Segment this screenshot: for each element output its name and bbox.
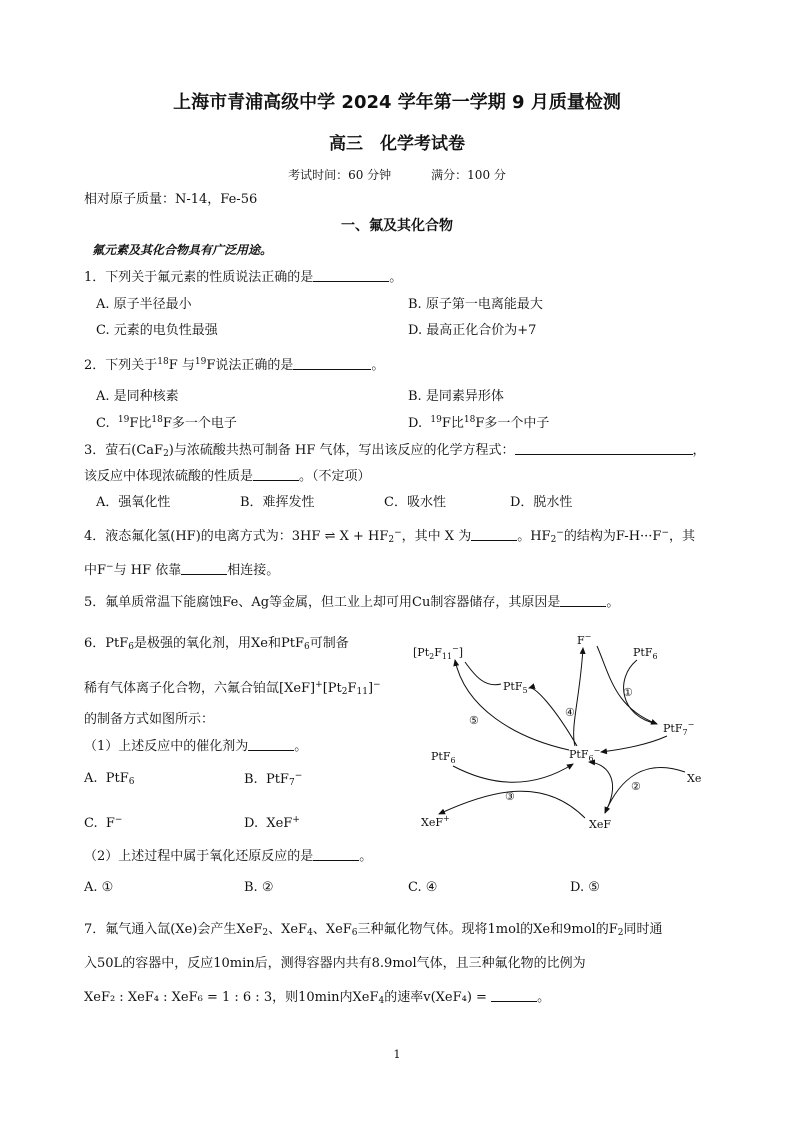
diagram-label-fminus: F−	[577, 632, 592, 647]
q7-mol1: 1mol	[487, 922, 521, 937]
q7-text-l2b: 的容器中，反应	[122, 956, 214, 971]
q6-d-label: D.	[244, 816, 259, 831]
q2-option-b[interactable]: B. 是同素异形体	[408, 389, 504, 404]
arrow-step-5	[455, 660, 569, 750]
q6-2-option-a[interactable]: A. ①	[84, 880, 114, 895]
q6-sub6-2: 6	[304, 642, 310, 652]
q2-c-mass19: 19	[117, 415, 130, 425]
q7-end: 。	[537, 990, 551, 1005]
section-intro: 氟元素及其化合物具有广泛用途。	[92, 243, 273, 257]
q1-end: 。	[389, 270, 403, 285]
q6-p1-blank[interactable]	[248, 739, 294, 751]
q2-c-post: 多一个电子	[171, 416, 237, 431]
q6-2-option-c[interactable]: C. ④	[408, 880, 438, 895]
q7-text-b: 三种氟化物气体。现将	[357, 922, 488, 937]
q3-equation-blank[interactable]	[515, 443, 693, 455]
q6-ptf-2: PtF	[281, 636, 304, 651]
q6-b-sub: 7	[288, 778, 295, 788]
question-3-line1	[84, 443, 706, 460]
atomic-mass-note: 相对原子质量：N-14，Fe-56	[84, 192, 258, 207]
question-1-stem	[84, 270, 402, 286]
question-6-line2	[84, 680, 381, 698]
q7-sub6: 6	[351, 928, 358, 938]
q4-charge-3: −	[661, 528, 669, 538]
q7-time: 10min	[213, 956, 255, 971]
q4-text-h: 相连接。	[227, 563, 280, 578]
exam-score: 满分：100 分	[431, 168, 506, 182]
q2-blank[interactable]	[293, 358, 371, 370]
q2-element: F	[168, 358, 178, 373]
arrow-step-2	[605, 767, 685, 813]
q5-cu: Cu	[412, 595, 431, 610]
q2-mass-19: 19	[194, 357, 207, 367]
question-7-line1	[84, 922, 663, 939]
q1-blank[interactable]	[313, 270, 389, 282]
q6-xe: Xe	[251, 636, 268, 651]
q7-rate: v(XeF₄) =	[423, 990, 487, 1005]
q3-sub: 2	[163, 449, 169, 459]
q2-d-el1: F	[441, 416, 451, 431]
q2-c-label: C.	[96, 416, 110, 431]
q6-a-val: PtF	[105, 771, 129, 786]
q2-element-2: F	[206, 358, 216, 373]
q7-text-a: 7．氟气通入氙(Xe)会产生	[84, 922, 237, 937]
arrow-ptf5-branch	[465, 662, 501, 685]
q4-text-c: 。HF	[517, 529, 551, 544]
q7-de1: 的	[520, 922, 534, 937]
q4-charge: −	[394, 528, 402, 538]
question-7-line3	[84, 990, 550, 1007]
q7-time-2: 10min	[298, 990, 340, 1005]
q6-sub6: 6	[128, 642, 135, 652]
q7-volume: 50L	[97, 956, 123, 971]
q6-b-minus: −	[294, 771, 303, 781]
q3-option-b[interactable]: B．难挥发性	[240, 495, 315, 510]
q7-gas-amount: 8.9mol	[371, 956, 417, 971]
q2-d-mid: 比	[450, 416, 464, 431]
q5-text-c: 等金属，但工业上却可用	[269, 595, 413, 610]
q2-d-post: 多一个中子	[484, 416, 550, 431]
diagram-label-xef-plus: XeF+	[421, 814, 450, 829]
q3-text-c: 该反应中体现浓硫酸的性质是	[84, 469, 254, 484]
q6-c-minus: −	[114, 815, 123, 825]
q6-option-b[interactable]	[244, 771, 302, 789]
q2-end: 。	[371, 358, 385, 373]
q1-option-d[interactable]: D. 最高正化合价为+7	[408, 323, 537, 338]
q6-text-l2: 稀有气体离子化合物，六氟合铂氙	[84, 681, 280, 696]
q1-text: 1．下列关于氟元素的性质说法正确的是	[84, 270, 314, 285]
q3-option-a[interactable]: A．强氧化性	[96, 495, 171, 510]
diagram-label-pt2f11: $[Pt_2F_{11}^-]$	[413, 644, 464, 661]
exam-time: 考试时间：60 分钟	[288, 168, 392, 182]
section-title: 一、氟及其化合物	[341, 218, 453, 234]
diagram-label-ptf6-right: PtF$_6$	[633, 646, 658, 661]
q3-text-d: 。（不定项）	[299, 469, 371, 484]
q6-and: 和	[267, 636, 281, 651]
step-5-label: ⑤	[469, 714, 479, 727]
q6-option-c[interactable]	[84, 815, 122, 832]
exam-meta	[0, 168, 794, 182]
q6-b-label: B.	[244, 772, 258, 787]
q2-c-el1: F	[129, 416, 139, 431]
q2-d-label: D.	[408, 416, 423, 431]
q1-option-a[interactable]: A. 原子半径最小	[96, 297, 192, 312]
q7-sub4: 4	[307, 928, 313, 938]
q5-text-a: 5．氟单质常温下能腐蚀	[84, 595, 223, 610]
q3-property-blank[interactable]	[253, 469, 299, 481]
q6-d-val: XeF	[266, 816, 293, 831]
q6-2-option-b[interactable]: B. ②	[244, 880, 274, 895]
q4-text-d: 的结构为	[563, 529, 616, 544]
q6-p1-text: （1）上述反应中的催化剂为	[84, 739, 249, 754]
q5-end: 。	[606, 595, 620, 610]
q6-part2	[84, 849, 372, 865]
exam-title: 上海市青浦高级中学 2024 学年第一学期 9 月质量检测	[173, 92, 621, 113]
q5-ag: Ag	[251, 595, 270, 610]
q2-text-a: 2．下列关于	[84, 358, 158, 373]
diagram-label-ptf6-mid: PtF$_6$−	[569, 746, 601, 763]
question-4-line1	[84, 528, 695, 546]
q7-xe: Xe	[533, 922, 551, 937]
q7-xef2: XeF	[236, 922, 263, 937]
q7-sub4-2: 4	[378, 996, 385, 1006]
page-number: 1	[393, 1048, 401, 1061]
q7-text-l2d: 气体，且三种氟化物的比例为	[416, 956, 586, 971]
q6-p2-blank[interactable]	[313, 849, 359, 861]
q7-sep2: 、	[312, 922, 326, 937]
q6-b-val: PtF	[265, 772, 289, 787]
q2-option-c[interactable]	[96, 415, 237, 432]
arrow-step-2b	[589, 762, 613, 813]
exam-subtitle: 高三 化学考试卷	[329, 134, 465, 154]
q4-text-e: ，其	[669, 529, 696, 544]
question-6-line1	[84, 636, 349, 653]
step-4-label: ④	[565, 706, 575, 719]
q3-option-c[interactable]: C．吸水性	[384, 495, 446, 510]
question-5	[84, 595, 619, 611]
q1-option-b[interactable]: B. 原子第一电离能最大	[408, 297, 543, 312]
q5-sep: 、	[238, 595, 252, 610]
q6-a-label: A.	[84, 771, 98, 786]
q5-fe: Fe	[222, 595, 239, 610]
q2-mid: 与	[181, 358, 195, 373]
q5-reason-blank[interactable]	[560, 595, 606, 607]
q5-text-d: 制容器储存，其原因是	[430, 595, 561, 610]
q7-xef4-2: XeF	[352, 990, 379, 1005]
q7-xef6: XeF	[325, 922, 352, 937]
question-3-line2	[84, 469, 371, 485]
q7-sep1: 、	[268, 922, 282, 937]
q7-de2: 的	[595, 922, 609, 937]
q6-close: ]	[367, 681, 374, 696]
q6-plus: +	[315, 680, 323, 690]
q4-text-b: ，其中 X 为	[401, 529, 472, 544]
q2-text-b: 说法正确的是	[215, 358, 294, 373]
step-2-label: ②	[631, 780, 641, 793]
q4-eq-right: X + HF	[339, 529, 389, 544]
q4-f-ion: F	[97, 563, 107, 578]
q6-text-d: 可制备	[309, 636, 349, 651]
q6-p2-text: （2）上述过程中属于氧化还原反应的是	[84, 849, 314, 864]
q6-c-val: F	[105, 816, 115, 831]
q6-p1-end: 。	[294, 739, 308, 754]
q4-charge-4: −	[106, 562, 114, 572]
q4-eq-left: 3HF	[291, 529, 321, 544]
q4-text-f: 中	[84, 563, 98, 578]
q6-c-label: C.	[84, 816, 98, 831]
q3-text-a: 3．萤石(CaF	[84, 443, 164, 458]
q2-c-mid: 比	[138, 416, 152, 431]
q2-option-a[interactable]: A. 是同种核素	[96, 389, 179, 404]
q6-part1	[84, 739, 307, 755]
arrow-step-3a	[453, 764, 573, 782]
q6-xef: [XeF]	[279, 681, 316, 696]
q7-rate-blank[interactable]	[491, 990, 537, 1002]
q4-sub: 2	[388, 535, 395, 545]
q3-comma: ，	[692, 443, 706, 458]
q2-c-mass18: 18	[151, 415, 163, 425]
diagram-label-xe: Xe	[687, 772, 702, 785]
q6-f: F	[347, 681, 357, 696]
q3-text-b: )与浓硫酸共热可制备 HF 气体，写出该反应的化学方程式：	[168, 443, 515, 458]
q4-x-blank[interactable]	[471, 529, 517, 541]
diagram-label-ptf7: PtF$_7$−	[663, 720, 695, 737]
q1-option-c[interactable]: C. 元素的电负性最强	[96, 323, 218, 338]
q4-structure: F-H···F	[615, 529, 662, 544]
q6-option-a[interactable]	[84, 771, 135, 788]
q4-sub-2: 2	[550, 535, 557, 545]
q3-option-d[interactable]: D．脱水性	[510, 495, 573, 510]
step-3-label: ③	[505, 790, 515, 803]
q6-2-option-d[interactable]: D. ⑤	[570, 880, 600, 895]
q7-text-l3a: ，则	[272, 990, 299, 1005]
q6-a-sub: 6	[128, 777, 135, 787]
step-1-label: ①	[623, 686, 633, 699]
q2-d-mass18: 18	[463, 415, 476, 425]
question-7-line2	[84, 956, 586, 972]
q7-xef4: XeF	[281, 922, 308, 937]
q2-d-mass19: 19	[430, 415, 442, 425]
q6-minus: −	[373, 680, 381, 690]
diagram-label-ptf6-left: PtF$_6$	[431, 750, 456, 765]
question-4-line2	[84, 562, 279, 579]
q4-equilibrium-arrow: ⇌	[324, 529, 336, 544]
q7-text-l2a: 入	[84, 956, 98, 971]
q4-charge-2: −	[556, 528, 564, 538]
q7-text-g: 同时通	[623, 922, 663, 937]
q2-option-d[interactable]	[408, 415, 549, 432]
q7-text-l3c: 的速率	[384, 990, 424, 1005]
reaction-cycle-svg	[405, 628, 725, 838]
q2-mass-18: 18	[157, 357, 169, 367]
q6-pt2: [Pt	[322, 681, 342, 696]
q6-ptf: PtF	[105, 636, 129, 651]
q4-bond-blank[interactable]	[181, 563, 227, 575]
q6-sub11: 11	[356, 687, 368, 697]
reaction-cycle-diagram	[405, 628, 725, 838]
q7-f2: F	[608, 922, 618, 937]
q7-ratio: XeF₂ : XeF₄ : XeF₆ = 1 : 6 : 3	[84, 990, 273, 1005]
q7-sub2: 2	[262, 928, 269, 938]
arrow-step-4a	[574, 648, 583, 746]
arrow-ptf7-to-ptf6	[601, 736, 667, 752]
q6-text-b: 是极强的氧化剂，用	[134, 636, 252, 651]
q2-d-el2: F	[475, 416, 485, 431]
q6-d-plus: +	[292, 815, 300, 825]
diagram-label-ptf5: PtF$_5$	[503, 680, 528, 695]
q7-text-l3b: 内	[339, 990, 353, 1005]
question-2-stem	[84, 357, 384, 374]
question-6-line3: 的制备方式如图所示：	[84, 712, 215, 727]
q4-text-g: 与 HF 依靠	[113, 563, 182, 578]
q7-text-l2c: 后，测得容器内共有	[254, 956, 372, 971]
q6-sub2: 2	[341, 687, 348, 697]
diagram-label-xef: XeF	[589, 818, 611, 831]
q4-text-a: 4．液态氟化氢(HF)的电离方式为：	[84, 529, 292, 544]
q7-f2-sub: 2	[617, 928, 624, 938]
q6-num: 6．	[84, 636, 106, 651]
q6-p2-end: 。	[359, 849, 373, 864]
q6-option-d[interactable]	[244, 815, 300, 832]
q7-and: 和	[550, 922, 564, 937]
q2-c-el2: F	[162, 416, 172, 431]
q7-mol9: 9mol	[563, 922, 596, 937]
